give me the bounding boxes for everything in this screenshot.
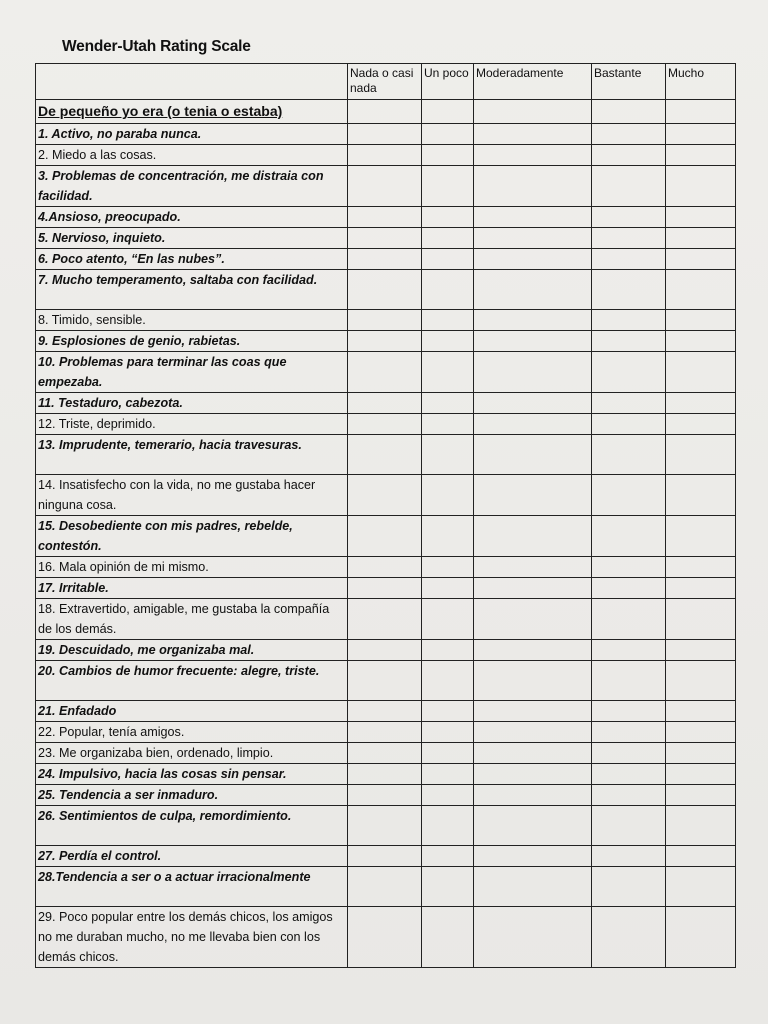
item-row	[36, 846, 736, 867]
rating-cell[interactable]	[474, 640, 592, 661]
rating-cell[interactable]	[422, 806, 474, 846]
rating-cell[interactable]	[474, 557, 592, 578]
rating-cell[interactable]	[422, 435, 474, 475]
item-text: 3. Problemas de concentración, me distraia con facilidad.	[36, 166, 348, 207]
rating-cell[interactable]	[348, 578, 422, 599]
rating-cell[interactable]	[666, 475, 736, 516]
rating-cell[interactable]	[348, 475, 422, 516]
rating-cell[interactable]	[422, 846, 474, 867]
header-item-cell	[36, 64, 348, 100]
item-text: 10. Problemas para terminar las coas que empezaba.	[36, 352, 348, 393]
rating-cell[interactable]	[422, 701, 474, 722]
rating-cell[interactable]	[666, 207, 736, 228]
rating-cell[interactable]	[422, 599, 474, 640]
item-text: 29. Poco popular entre los demás chicos, los amigos no me duraban mucho, no me llevaba bien con los demás chicos.	[36, 907, 348, 968]
item-row	[36, 124, 736, 145]
rating-cell[interactable]	[592, 846, 666, 867]
item-row	[36, 701, 736, 722]
item-row	[36, 661, 736, 701]
rating-cell[interactable]	[422, 578, 474, 599]
item-text: 21. Enfadado	[36, 701, 348, 722]
rating-cell[interactable]	[592, 640, 666, 661]
rating-cell[interactable]	[666, 557, 736, 578]
item-text: 11. Testaduro, cabezota.	[36, 393, 348, 414]
rating-cell[interactable]	[474, 516, 592, 557]
rating-cell[interactable]	[474, 764, 592, 785]
rating-cell[interactable]	[474, 599, 592, 640]
rating-cell[interactable]	[666, 166, 736, 207]
rating-cell[interactable]	[666, 785, 736, 806]
rating-cell[interactable]	[422, 331, 474, 352]
rating-cell[interactable]	[474, 145, 592, 166]
rating-cell[interactable]	[422, 661, 474, 701]
rating-cell[interactable]	[348, 764, 422, 785]
item-row	[36, 166, 736, 207]
rating-cell[interactable]	[474, 475, 592, 516]
item-text: 6. Poco atento, “En las nubes”.	[36, 249, 348, 270]
rating-cell[interactable]	[592, 516, 666, 557]
form-title: Wender-Utah Rating Scale	[62, 38, 251, 55]
item-row	[36, 249, 736, 270]
rating-cell[interactable]	[474, 867, 592, 907]
rating-cell[interactable]	[666, 806, 736, 846]
rating-cell[interactable]	[348, 661, 422, 701]
rating-cell[interactable]	[592, 743, 666, 764]
column-header-un-poco: Un poco	[422, 64, 474, 100]
header-row	[36, 64, 736, 100]
item-text: 17. Irritable.	[36, 578, 348, 599]
rating-cell[interactable]	[666, 661, 736, 701]
rating-cell[interactable]	[422, 557, 474, 578]
rating-cell[interactable]	[592, 393, 666, 414]
rating-cell[interactable]	[422, 764, 474, 785]
rating-cell[interactable]	[592, 166, 666, 207]
rating-cell[interactable]	[422, 352, 474, 393]
rating-cell[interactable]	[422, 414, 474, 435]
column-header-bastante: Bastante	[592, 64, 666, 100]
item-row	[36, 270, 736, 310]
item-row	[36, 599, 736, 640]
rating-cell[interactable]	[348, 331, 422, 352]
rating-cell[interactable]	[592, 145, 666, 166]
rating-cell[interactable]	[348, 270, 422, 310]
rating-cell[interactable]	[474, 661, 592, 701]
item-text: 14. Insatisfecho con la vida, no me gustaba hacer ninguna cosa.	[36, 475, 348, 516]
item-row	[36, 207, 736, 228]
item-row	[36, 743, 736, 764]
section-row	[36, 100, 736, 124]
rating-cell[interactable]	[474, 785, 592, 806]
rating-cell[interactable]	[422, 640, 474, 661]
item-text: 19. Descuidado, me organizaba mal.	[36, 640, 348, 661]
rating-cell[interactable]	[474, 743, 592, 764]
rating-cell[interactable]	[592, 867, 666, 907]
rating-cell[interactable]	[348, 907, 422, 968]
column-header-nada: Nada o casi nada	[348, 64, 422, 100]
rating-cell[interactable]	[592, 249, 666, 270]
item-text: 7. Mucho temperamento, saltaba con facilidad.	[36, 270, 348, 310]
item-text: 16. Mala opinión de mi mismo.	[36, 557, 348, 578]
item-row	[36, 145, 736, 166]
rating-cell[interactable]	[422, 785, 474, 806]
rating-cell[interactable]	[474, 435, 592, 475]
rating-cell[interactable]	[474, 166, 592, 207]
rating-cell[interactable]	[592, 228, 666, 249]
rating-cell[interactable]	[666, 764, 736, 785]
rating-cell[interactable]	[474, 846, 592, 867]
item-text: 20. Cambios de humor frecuente: alegre, triste.	[36, 661, 348, 701]
rating-cell[interactable]	[348, 640, 422, 661]
rating-cell[interactable]	[422, 310, 474, 331]
rating-cell[interactable]	[474, 228, 592, 249]
rating-cell[interactable]	[348, 846, 422, 867]
rating-cell[interactable]	[666, 352, 736, 393]
item-row	[36, 516, 736, 557]
item-text: 25. Tendencia a ser inmaduro.	[36, 785, 348, 806]
rating-cell[interactable]	[474, 310, 592, 331]
item-row	[36, 352, 736, 393]
rating-cell[interactable]	[474, 393, 592, 414]
item-text: 13. Imprudente, temerario, hacia travesuras.	[36, 435, 348, 475]
rating-cell[interactable]	[422, 516, 474, 557]
item-text: 18. Extravertido, amigable, me gustaba la compañía de los demás.	[36, 599, 348, 640]
rating-cell[interactable]	[592, 785, 666, 806]
rating-cell[interactable]	[666, 599, 736, 640]
item-row	[36, 640, 736, 661]
rating-cell[interactable]	[592, 578, 666, 599]
item-row	[36, 578, 736, 599]
rating-cell[interactable]	[474, 100, 592, 124]
item-text: 15. Desobediente con mis padres, rebelde, contestón.	[36, 516, 348, 557]
section-label: De pequeño yo era (o tenia o estaba)	[36, 100, 348, 124]
rating-cell[interactable]	[474, 414, 592, 435]
rating-cell[interactable]	[348, 599, 422, 640]
rating-cell[interactable]	[348, 124, 422, 145]
rating-cell[interactable]	[348, 166, 422, 207]
rating-cell[interactable]	[422, 393, 474, 414]
rating-cell[interactable]	[592, 806, 666, 846]
item-row	[36, 228, 736, 249]
item-row	[36, 475, 736, 516]
rating-cell[interactable]	[474, 806, 592, 846]
rating-cell[interactable]	[666, 846, 736, 867]
item-text: 26. Sentimientos de culpa, remordimiento.	[36, 806, 348, 846]
rating-cell[interactable]	[422, 249, 474, 270]
item-row	[36, 806, 736, 846]
rating-cell[interactable]	[592, 414, 666, 435]
column-header-moderadamente: Moderadamente	[474, 64, 592, 100]
item-text: 1. Activo, no paraba nunca.	[36, 124, 348, 145]
rating-cell[interactable]	[666, 867, 736, 907]
item-row	[36, 557, 736, 578]
rating-cell[interactable]	[348, 806, 422, 846]
rating-cell[interactable]	[666, 701, 736, 722]
rating-cell[interactable]	[348, 743, 422, 764]
rating-cell[interactable]	[666, 270, 736, 310]
rating-cell[interactable]	[666, 743, 736, 764]
rating-cell[interactable]	[666, 578, 736, 599]
rating-cell[interactable]	[422, 207, 474, 228]
rating-cell[interactable]	[348, 310, 422, 331]
rating-cell[interactable]	[348, 228, 422, 249]
rating-cell[interactable]	[592, 124, 666, 145]
rating-cell[interactable]	[666, 722, 736, 743]
item-text: 23. Me organizaba bien, ordenado, limpio.	[36, 743, 348, 764]
rating-cell[interactable]	[666, 907, 736, 968]
rating-cell[interactable]	[666, 145, 736, 166]
rating-cell[interactable]	[666, 435, 736, 475]
rating-cell[interactable]	[592, 207, 666, 228]
item-row	[36, 393, 736, 414]
rating-cell[interactable]	[348, 100, 422, 124]
rating-cell[interactable]	[422, 100, 474, 124]
rating-cell[interactable]	[422, 145, 474, 166]
item-text: 4.Ansioso, preocupado.	[36, 207, 348, 228]
rating-cell[interactable]	[422, 907, 474, 968]
item-row	[36, 907, 736, 968]
rating-cell[interactable]	[666, 124, 736, 145]
item-text: 28.Tendencia a ser o a actuar irracionalmente	[36, 867, 348, 907]
rating-cell[interactable]	[592, 310, 666, 331]
rating-cell[interactable]	[592, 764, 666, 785]
item-row	[36, 414, 736, 435]
rating-cell[interactable]	[474, 124, 592, 145]
item-text: 5. Nervioso, inquieto.	[36, 228, 348, 249]
rating-cell[interactable]	[422, 124, 474, 145]
rating-cell[interactable]	[348, 249, 422, 270]
rating-cell[interactable]	[422, 743, 474, 764]
rating-cell[interactable]	[348, 352, 422, 393]
rating-cell[interactable]	[348, 414, 422, 435]
rating-cell[interactable]	[474, 701, 592, 722]
rating-cell[interactable]	[474, 207, 592, 228]
rating-cell[interactable]	[592, 599, 666, 640]
rating-cell[interactable]	[422, 228, 474, 249]
item-row	[36, 785, 736, 806]
rating-cell[interactable]	[348, 701, 422, 722]
rating-cell[interactable]	[474, 249, 592, 270]
item-row	[36, 764, 736, 785]
rating-cell[interactable]	[422, 867, 474, 907]
rating-cell[interactable]	[592, 722, 666, 743]
rating-cell[interactable]	[474, 907, 592, 968]
rating-cell[interactable]	[422, 722, 474, 743]
item-row	[36, 722, 736, 743]
rating-cell[interactable]	[666, 393, 736, 414]
item-text: 8. Timido, sensible.	[36, 310, 348, 331]
item-row	[36, 435, 736, 475]
rating-cell[interactable]	[474, 331, 592, 352]
item-text: 9. Esplosiones de genio, rabietas.	[36, 331, 348, 352]
item-text: 27. Perdía el control.	[36, 846, 348, 867]
rating-cell[interactable]	[666, 414, 736, 435]
rating-cell[interactable]	[592, 475, 666, 516]
rating-cell[interactable]	[348, 722, 422, 743]
rating-cell[interactable]	[592, 270, 666, 310]
item-text: 2. Miedo a las cosas.	[36, 145, 348, 166]
rating-cell[interactable]	[348, 516, 422, 557]
item-row	[36, 867, 736, 907]
item-text: 24. Impulsivo, hacia las cosas sin pensar.	[36, 764, 348, 785]
rating-cell[interactable]	[666, 100, 736, 124]
item-row	[36, 310, 736, 331]
rating-cell[interactable]	[592, 557, 666, 578]
rating-cell[interactable]	[348, 785, 422, 806]
rating-cell[interactable]	[666, 310, 736, 331]
rating-cell[interactable]	[592, 907, 666, 968]
rating-cell[interactable]	[474, 722, 592, 743]
rating-cell[interactable]	[592, 661, 666, 701]
rating-cell[interactable]	[348, 393, 422, 414]
rating-cell[interactable]	[592, 701, 666, 722]
rating-cell[interactable]	[348, 557, 422, 578]
rating-cell[interactable]	[666, 331, 736, 352]
rating-cell[interactable]	[666, 228, 736, 249]
rating-cell[interactable]	[474, 352, 592, 393]
rating-cell[interactable]	[348, 867, 422, 907]
rating-cell[interactable]	[666, 640, 736, 661]
item-text: 22. Popular, tenía amigos.	[36, 722, 348, 743]
rating-cell[interactable]	[348, 145, 422, 166]
item-text: 12. Triste, deprimido.	[36, 414, 348, 435]
rating-cell[interactable]	[422, 475, 474, 516]
rating-cell[interactable]	[666, 516, 736, 557]
rating-cell[interactable]	[474, 270, 592, 310]
rating-cell[interactable]	[474, 578, 592, 599]
item-row	[36, 331, 736, 352]
rating-cell[interactable]	[348, 207, 422, 228]
column-header-mucho: Mucho	[666, 64, 736, 100]
rating-cell[interactable]	[592, 352, 666, 393]
rating-cell[interactable]	[348, 435, 422, 475]
rating-cell[interactable]	[422, 166, 474, 207]
rating-cell[interactable]	[592, 435, 666, 475]
rating-cell[interactable]	[592, 100, 666, 124]
rating-table	[35, 63, 736, 968]
rating-cell[interactable]	[422, 270, 474, 310]
rating-cell[interactable]	[666, 249, 736, 270]
rating-cell[interactable]	[592, 331, 666, 352]
